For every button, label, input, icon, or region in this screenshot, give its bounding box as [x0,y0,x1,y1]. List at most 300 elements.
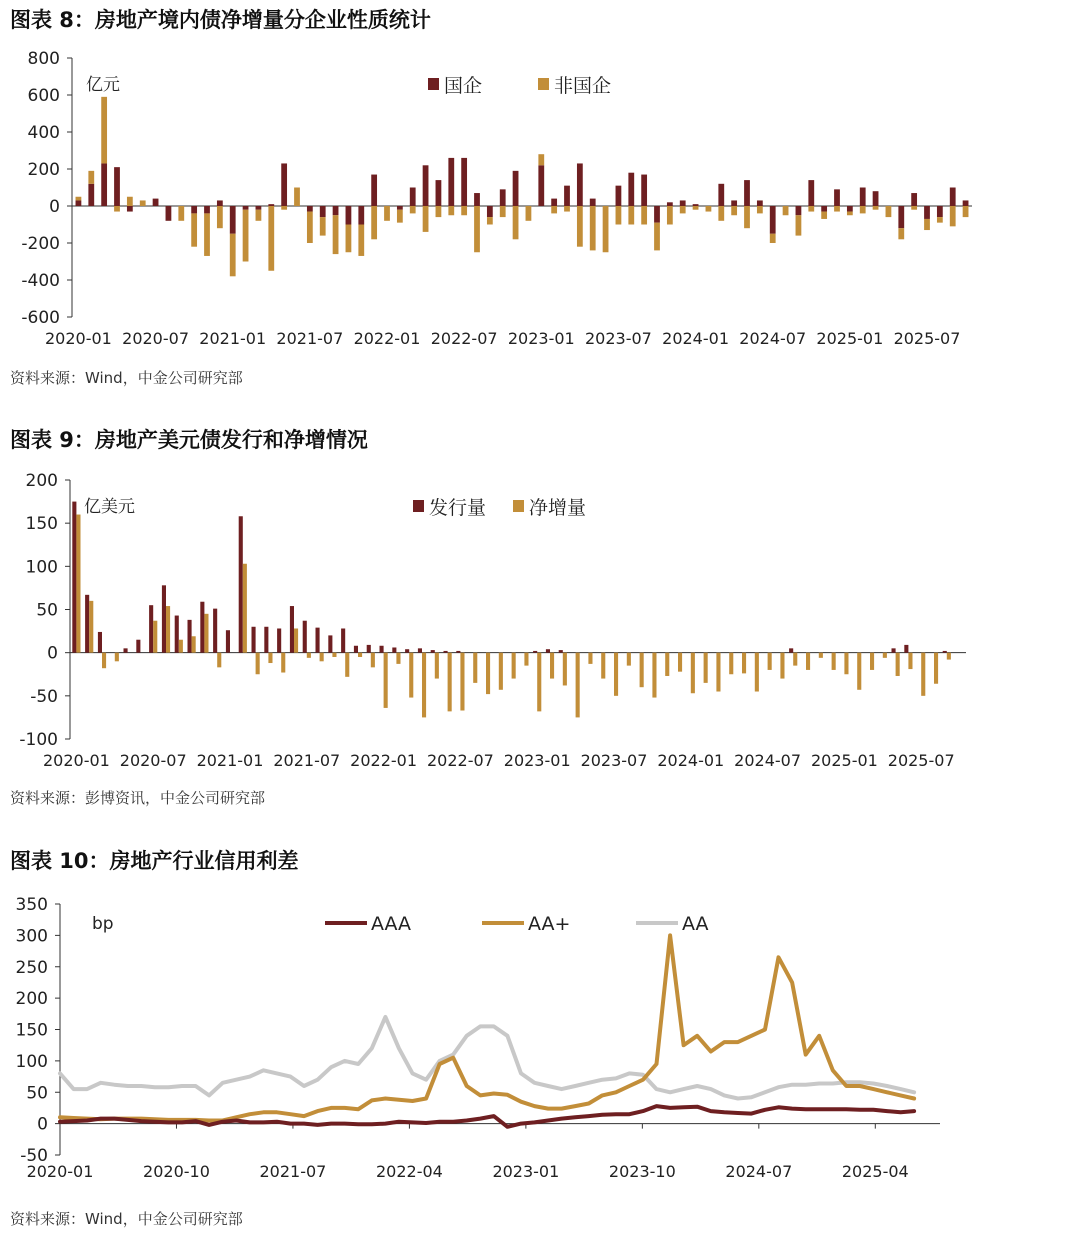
bar-non-soe [706,206,712,212]
y-tick-label: 350 [15,895,48,915]
bar-soe [101,163,107,206]
y-tick-label: 0 [47,643,58,664]
bar-non-soe [886,206,892,217]
bar-non-soe [603,206,609,252]
bar-soe [461,158,467,206]
legend-label: 净增量 [529,497,587,519]
x-tick-label: 2024-07 [734,751,802,770]
bar-soe [873,191,879,206]
y-tick-label: -400 [21,271,60,291]
bar-non-soe [320,217,326,236]
legend-label: 国企 [444,75,483,97]
bar-net-increase [742,653,746,674]
bar-soe [191,206,197,213]
bar-net-increase [192,636,196,652]
bar-non-soe [873,206,879,210]
bar-soe [474,193,480,206]
bar-soe [744,180,750,206]
bar-soe [693,204,699,206]
y-tick-label: -50 [30,686,58,707]
bar-soe [577,163,583,206]
bar-soe [307,206,313,212]
bar-issuance [418,648,422,652]
x-tick-label: 2024-07 [739,329,807,348]
bar-net-increase [640,653,644,688]
bar-non-soe [397,210,403,223]
bar-net-increase [217,653,221,668]
bar-soe [937,206,943,217]
bar-non-soe [127,197,133,206]
bar-non-soe [847,212,853,216]
legend-label: AA+ [528,913,571,935]
bar-net-increase [537,653,541,712]
bar-non-soe [924,219,930,230]
bar-issuance [546,649,550,652]
bar-net-increase [435,653,439,679]
legend-label: 发行量 [429,497,487,519]
y-tick-label: 300 [15,926,48,947]
bar-net-increase [793,653,797,666]
bar-non-soe [590,206,596,250]
bar-issuance [456,651,460,653]
bar-net-increase [524,653,528,666]
bar-net-increase [358,653,362,657]
bar-soe [860,188,866,207]
bar-non-soe [307,212,313,243]
bar-net-increase [678,653,682,672]
figure-10-title: 图表 10：房地产行业信用利差 [10,849,299,873]
bar-non-soe [384,206,390,221]
bar-net-increase [934,653,938,684]
bar-issuance [226,630,230,652]
x-tick-label: 2020-01 [44,329,112,348]
bar-non-soe [294,188,300,207]
bar-net-increase [857,653,861,690]
x-tick-label: 2025-04 [841,1162,909,1181]
bar-non-soe [114,206,120,212]
x-tick-label: 2020-01 [26,1162,94,1181]
bar-issuance [85,595,89,653]
bar-non-soe [487,217,493,224]
bar-soe [268,204,274,206]
y-tick-label: -100 [19,730,58,750]
bar-non-soe [140,200,146,206]
bar-non-soe [358,225,364,256]
bar-issuance [162,585,166,652]
y-tick-label: 50 [36,600,58,621]
bar-net-increase [627,653,631,666]
figure-10-chart [0,888,1080,1198]
bar-issuance [341,628,345,652]
bar-soe [898,206,904,228]
bar-non-soe [950,206,956,226]
bar-soe [114,167,120,206]
bar-soe [371,175,377,206]
bar-non-soe [628,206,634,225]
x-tick-label: 2020-01 [42,751,110,770]
bar-soe [616,186,622,206]
bar-soe [436,180,442,206]
x-tick-label: 2020-10 [143,1162,210,1181]
x-tick-label: 2023-01 [503,751,571,770]
bar-issuance [892,648,896,652]
bar-soe [513,171,519,206]
bar-soe [256,206,262,210]
bar-net-increase [601,653,605,679]
bar-non-soe [191,213,197,246]
bar-net-increase [947,653,951,660]
y-tick-label: -50 [20,1146,48,1166]
bar-net-increase [550,653,554,679]
x-tick-label: 2025-07 [893,329,961,348]
bar-non-soe [371,206,377,239]
bar-issuance [149,605,153,652]
bar-non-soe [757,206,763,213]
bar-non-soe [898,228,904,239]
bar-soe [628,173,634,206]
bar-non-soe [230,234,236,277]
bar-soe [333,206,339,215]
figure-9-chart [0,460,1080,786]
bar-soe [243,206,249,210]
bar-non-soe [423,206,429,232]
bar-non-soe [616,206,622,225]
y-tick-label: 250 [15,957,48,978]
bar-soe [538,165,544,206]
bar-non-soe [860,206,866,213]
bar-soe [127,206,133,212]
bar-issuance [789,648,793,652]
bar-issuance [904,645,908,653]
bar-net-increase [691,653,695,694]
y-tick-label: 100 [15,1051,48,1072]
bar-issuance [380,646,384,653]
x-tick-label: 2021-07 [259,1162,327,1181]
bar-soe [718,184,724,206]
bar-issuance [290,606,294,653]
bar-non-soe [76,197,82,201]
bar-non-soe [693,206,699,210]
bar-soe [397,206,403,210]
x-tick-label: 2022-07 [430,329,498,348]
legend-label: AA [682,913,709,935]
bar-soe [346,206,352,225]
y-tick-label: 200 [15,989,48,1010]
bar-non-soe [204,213,210,256]
bar-soe [551,199,557,206]
bar-soe [358,206,364,225]
bar-non-soe [346,225,352,253]
legend-swatch [413,500,424,512]
bar-non-soe [796,215,802,235]
bar-issuance [431,650,435,653]
x-tick-label: 2025-07 [887,751,955,770]
bar-non-soe [448,206,454,215]
bar-soe [641,175,647,206]
bar-issuance [277,628,281,652]
bar-soe [88,184,94,206]
bar-soe [410,188,416,207]
bar-soe [757,200,763,206]
bar-net-increase [256,653,260,675]
y-tick-label: 600 [27,86,60,106]
bar-soe [448,158,454,206]
bar-net-increase [76,515,80,653]
x-tick-label: 2024-01 [662,329,730,348]
bar-soe [166,206,172,221]
y-tick-label: -600 [21,308,60,328]
x-tick-label: 2023-01 [492,1162,560,1181]
bar-soe [204,206,210,213]
bar-net-increase [512,653,516,679]
bar-non-soe [243,210,249,262]
bar-net-increase [409,653,413,698]
bar-non-soe [783,206,789,215]
bar-net-increase [204,614,208,653]
legend-swatch [538,78,549,90]
y-tick-label: 800 [27,49,60,69]
figure-9-title: 图表 9：房地产美元债发行和净增情况 [10,428,368,452]
bar-issuance [72,502,76,653]
bar-net-increase [281,653,285,673]
bar-soe [924,206,930,219]
bar-issuance [98,632,102,653]
bar-non-soe [937,217,943,223]
y-unit-label: 亿元 [86,75,120,95]
bar-soe [590,199,596,206]
bar-soe [808,180,814,206]
x-tick-label: 2023-07 [584,329,652,348]
bar-net-increase [473,653,477,683]
y-unit-label: bp [92,914,114,934]
y-tick-label: 150 [25,514,58,535]
bar-net-increase [563,653,567,686]
bar-soe [770,206,776,234]
bar-net-increase [819,653,823,658]
x-tick-label: 2025-01 [810,751,878,770]
bar-soe [667,202,673,206]
bar-soe [847,206,853,212]
bar-net-increase [652,653,656,698]
x-tick-label: 2021-07 [276,329,344,348]
bar-non-soe [178,206,184,221]
bar-issuance [303,621,307,653]
bar-soe [731,200,737,206]
bar-non-soe [88,171,94,184]
legend-label: AAA [371,913,412,935]
bar-net-increase [332,653,336,657]
bar-net-increase [243,564,247,653]
bar-net-increase [166,606,170,653]
bar-soe [834,189,840,206]
bar-soe [654,206,660,223]
bar-non-soe [911,206,917,210]
bar-non-soe [667,206,673,225]
bar-non-soe [744,206,750,228]
figure-9-source: 资料来源：彭博资讯，中金公司研究部 [10,789,266,807]
bar-net-increase [729,653,733,675]
bar-issuance [405,649,409,652]
x-tick-label: 2025-01 [816,329,884,348]
bar-soe [680,200,686,206]
bar-non-soe [641,206,647,225]
bar-non-soe [654,223,660,251]
y-tick-label: 200 [27,160,60,180]
x-tick-label: 2021-01 [199,329,267,348]
y-tick-label: 200 [25,471,58,491]
y-unit-label: 亿美元 [84,497,135,517]
bar-non-soe [731,206,737,215]
bar-net-increase [588,653,592,664]
bar-non-soe [333,215,339,254]
bar-non-soe [808,206,814,212]
bar-issuance [175,616,179,653]
bar-net-increase [307,653,311,658]
bar-net-increase [896,653,900,676]
bar-issuance [392,647,396,652]
x-tick-label: 2024-01 [657,751,725,770]
bar-non-soe [564,206,570,212]
y-tick-label: 150 [15,1020,48,1041]
bar-non-soe [770,234,776,243]
bar-issuance [316,628,320,653]
bar-non-soe [577,206,583,247]
x-tick-label: 2022-04 [375,1162,443,1181]
bar-issuance [354,646,358,653]
x-tick-label: 2024-07 [725,1162,793,1181]
bar-issuance [367,645,371,653]
bar-soe [153,199,159,206]
bar-non-soe [410,206,416,213]
bar-non-soe [551,206,557,213]
bar-issuance [328,635,332,652]
bar-soe [821,206,827,212]
bar-non-soe [526,206,532,221]
bar-net-increase [396,653,400,664]
bar-non-soe [281,206,287,210]
bar-net-increase [448,653,452,712]
bar-issuance [559,650,563,653]
x-tick-label: 2023-01 [507,329,575,348]
x-tick-label: 2020-07 [119,751,187,770]
bar-net-increase [716,653,720,692]
line-aa [60,1017,914,1099]
legend-label: 非国企 [554,75,612,97]
bar-net-increase [665,653,669,676]
bar-issuance [136,640,140,653]
bar-soe [320,206,326,217]
x-tick-label: 2022-01 [353,329,421,348]
bar-non-soe [256,210,262,221]
bar-net-increase [345,653,349,677]
bar-net-increase [499,653,503,690]
bar-net-increase [614,653,618,696]
bar-net-increase [844,653,848,675]
bar-net-increase [768,653,772,670]
bar-non-soe [680,206,686,213]
bar-issuance [943,651,947,653]
bar-non-soe [217,206,223,228]
bar-non-soe [963,206,969,217]
y-tick-label: 0 [49,197,60,217]
bar-net-increase [806,653,810,670]
y-tick-label: 400 [27,123,60,143]
figure-8-chart [0,40,1080,396]
bar-non-soe [538,154,544,165]
bar-net-increase [755,653,759,692]
bar-issuance [200,602,204,653]
bar-issuance [533,651,537,653]
bar-net-increase [294,628,298,652]
bar-net-increase [371,653,375,668]
bar-issuance [444,651,448,653]
figure-8-title: 图表 8：房地产境内债净增量分企业性质统计 [10,8,431,32]
bar-issuance [252,627,256,653]
x-tick-label: 2022-01 [350,751,418,770]
figure-10-source: 资料来源：Wind，中金公司研究部 [10,1210,243,1228]
bar-soe [423,165,429,206]
bar-net-increase [486,653,490,694]
y-tick-label: -200 [21,234,60,254]
bar-net-increase [870,653,874,670]
bar-soe [963,200,969,206]
legend-swatch [513,500,524,512]
bar-soe [950,188,956,207]
bar-net-increase [704,653,708,683]
bar-net-increase [268,653,272,663]
bar-net-increase [780,653,784,679]
bar-non-soe [718,206,724,221]
bar-soe [911,193,917,206]
bar-net-increase [102,653,106,669]
bar-non-soe [500,206,506,217]
bar-soe [487,206,493,217]
bar-non-soe [101,97,107,164]
legend-swatch [428,78,439,90]
bar-soe [796,206,802,215]
bar-soe [564,186,570,206]
y-tick-label: 100 [25,557,58,578]
bar-soe [230,206,236,234]
bar-net-increase [921,653,925,696]
x-tick-label: 2020-07 [122,329,190,348]
bar-non-soe [474,206,480,252]
bar-non-soe [436,206,442,217]
bar-net-increase [384,653,388,708]
x-tick-label: 2021-07 [273,751,341,770]
bar-net-increase [179,640,183,653]
bar-soe [281,163,287,206]
figure-8-source: 资料来源：Wind，中金公司研究部 [10,369,243,387]
bar-net-increase [832,653,836,670]
bar-net-increase [422,653,426,718]
bar-net-increase [908,653,912,669]
bar-soe [500,189,506,206]
bar-non-soe [834,206,840,212]
x-tick-label: 2023-07 [580,751,648,770]
x-tick-label: 2022-07 [426,751,494,770]
bar-soe [76,200,82,206]
bar-issuance [239,516,243,652]
x-tick-label: 2023-10 [608,1162,676,1181]
bar-net-increase [576,653,580,718]
bar-soe [217,200,223,206]
bar-net-increase [89,601,93,653]
bar-issuance [213,609,217,653]
bar-issuance [124,648,128,652]
bar-issuance [264,627,268,653]
bar-non-soe [461,206,467,215]
